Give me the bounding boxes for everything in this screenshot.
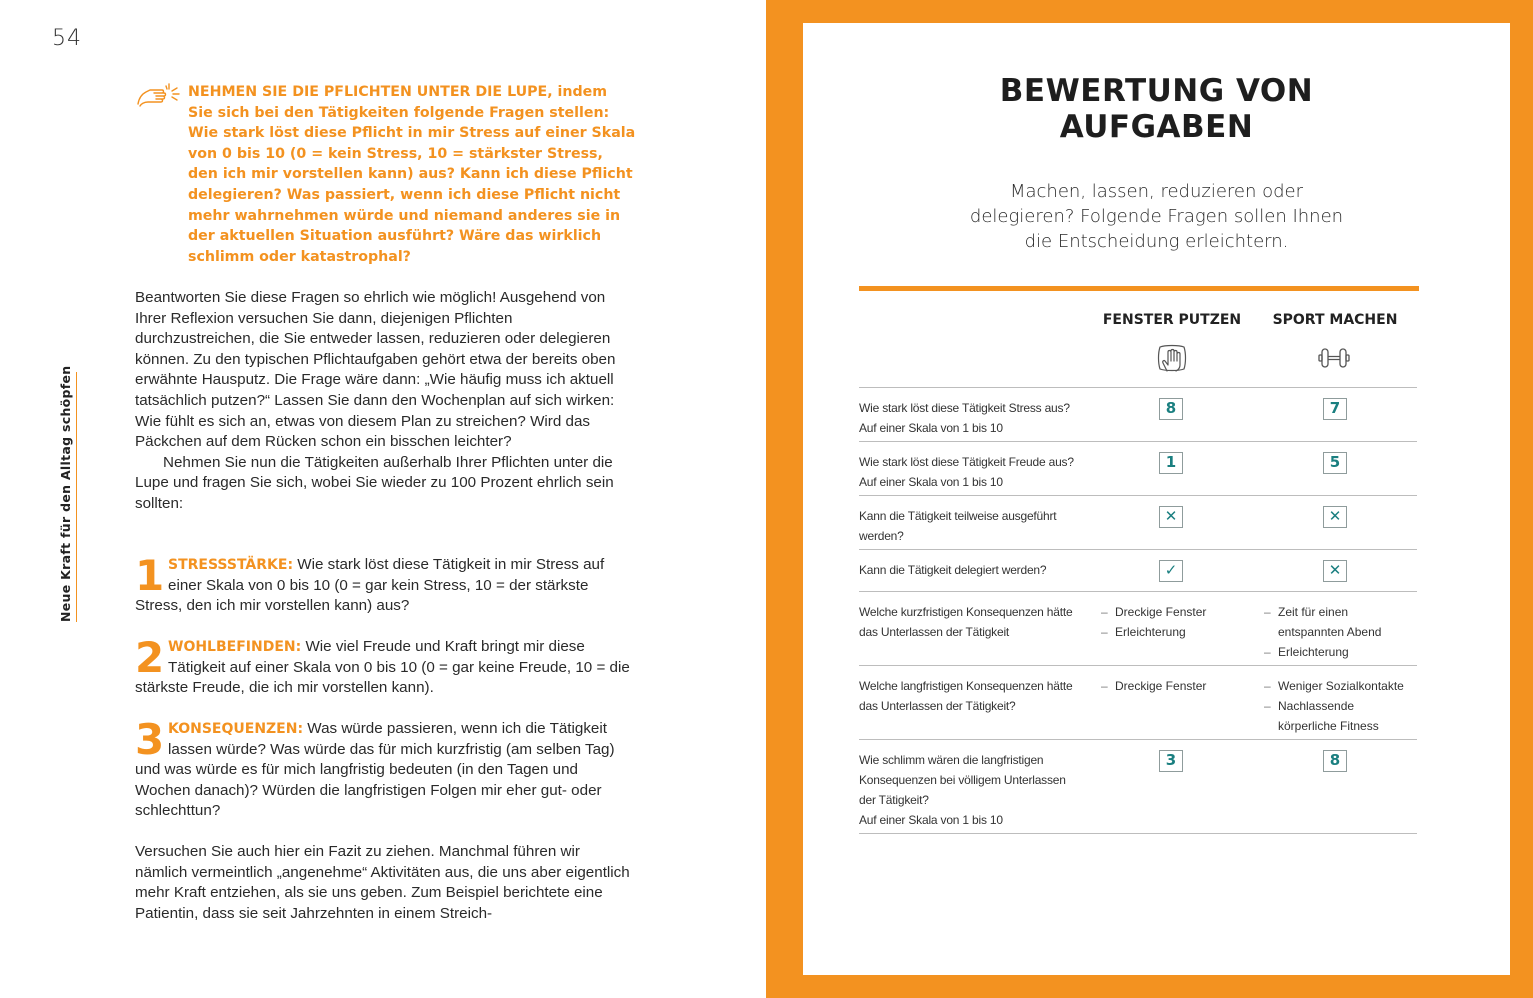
list-item: – Erleichterung bbox=[1264, 642, 1419, 662]
question-item-3 bbox=[135, 715, 630, 822]
subtitle-line-1: Machen, lassen, reduzieren oder bbox=[1009, 181, 1304, 202]
row-question: Wie schlimm wären die langfristigen Konsequenzen bei völligem Unterlassen der Tätigkeit? Auf einer Skala von 1 bis 10 bbox=[859, 753, 1066, 827]
rating-box-fenster: 3 bbox=[1159, 750, 1183, 772]
list-item: – Erleichterung bbox=[1101, 622, 1251, 642]
item-number: 3 bbox=[135, 715, 165, 764]
question-item-2 bbox=[135, 633, 630, 699]
row-question: Welche kurzfristigen Konsequenzen hätte das Unterlassen der Tätigkeit bbox=[859, 605, 1073, 639]
tip-body: , indem Sie sich bei den Tätigkeiten folgende Fragen stellen: Wie stark löst diese Pflicht in mir Stress auf einer Skala von 0 bis 10 (0 = kein Stress, 10 = stärkster Stress, den ich mir vorstellen kann) aus? Kann ich diese Pflicht delegieren? Was passiert, wenn ich diese Pflicht nicht mehr wahrnehmen würde und niemand anderes sie in der aktuellen Situation ausführt? Wäre das wirklich schlimm oder katastrophal? bbox=[188, 84, 636, 265]
box-title-line-1: BEWERTUNG VON bbox=[999, 73, 1314, 109]
rating-box-sport: 7 bbox=[1323, 398, 1347, 420]
row-question: Wie stark löst diese Tätigkeit Freude aus? Auf einer Skala von 1 bis 10 bbox=[859, 455, 1074, 489]
tip-box bbox=[136, 82, 636, 267]
subtitle-line-3: die Entscheidung erleichtern. bbox=[1024, 231, 1289, 252]
row-question: Kann die Tätigkeit delegiert werden? bbox=[859, 563, 1047, 577]
list-item: – Dreckige Fenster bbox=[1101, 676, 1251, 696]
list-item: – Nachlassende körperliche Fitness bbox=[1264, 696, 1384, 736]
left-page bbox=[0, 0, 766, 998]
table-row-delegiert bbox=[859, 550, 1417, 592]
box-subtitle bbox=[803, 179, 1510, 254]
row-question: Welche langfristigen Konsequenzen hätte das Unterlassen der Tätigkeit? bbox=[859, 679, 1073, 713]
consequence-list-sport bbox=[1264, 602, 1419, 662]
column-header-sport-machen: SPORT MACHEN bbox=[1272, 312, 1398, 328]
box-title bbox=[803, 73, 1510, 145]
column-header-fenster-putzen: FENSTER PUTZEN bbox=[1102, 312, 1242, 328]
rating-box-sport: 5 bbox=[1323, 452, 1347, 474]
consequence-list-sport bbox=[1264, 676, 1419, 736]
list-item: – Dreckige Fenster bbox=[1101, 602, 1251, 622]
paragraph-2: Nehmen Sie nun die Tätigkeiten außerhalb Ihrer Pflichten unter die Lupe und fragen Sie sich, wobei Sie wieder zu 100 Prozent ehrlich sein sollten: bbox=[135, 453, 614, 512]
table-row-langfristig bbox=[859, 666, 1417, 740]
consequence-list-fenster bbox=[1101, 676, 1251, 696]
right-page-orange-frame bbox=[766, 0, 1533, 998]
tip-lead: NEHMEN SIE DIE PFLICHTEN UNTER DIE LUPE bbox=[188, 84, 548, 100]
paragraph-1: Beantworten Sie diese Fragen so ehrlich wie möglich! Ausgehend von Ihrer Reflexion versuchen Sie dann, diejenigen Pflichten durchzustreichen, die Sie entweder lassen, reduzieren oder delegieren können. Zu den typischen Pflichtaufgaben gehört etwa der bereits oben erwähnte Hausputz. Die Frage wäre dann: „Wie häufig muss ich aktuell tatsächlich putzen?“ Lassen Sie dann den Wochenplan auf sich wirken: Wie fühlt es sich an, etwas von diesem Plan zu streichen? Wird das Päckchen auf dem Rücken schon ein bisschen leichter? bbox=[135, 289, 616, 451]
consequence-list-fenster bbox=[1101, 602, 1251, 642]
item-label: WOHLBEFINDEN: bbox=[168, 639, 302, 655]
evaluation-table bbox=[859, 293, 1417, 834]
x-mark-box-fenster: ✕ bbox=[1159, 506, 1183, 528]
rating-box-fenster: 8 bbox=[1159, 398, 1183, 420]
item-label: STRESSSTÄRKE: bbox=[168, 557, 294, 573]
body-paragraphs bbox=[135, 288, 630, 515]
orange-divider bbox=[859, 286, 1419, 291]
check-mark-box-fenster: ✓ bbox=[1159, 560, 1183, 582]
x-mark-box-sport: ✕ bbox=[1323, 560, 1347, 582]
subtitle-line-2: delegieren? Folgende Fragen sollen Ihnen bbox=[969, 206, 1344, 227]
table-row-teilweise bbox=[859, 496, 1417, 550]
pointing-hand-icon bbox=[136, 82, 180, 108]
box-title-line-2: AUFGABEN bbox=[1059, 109, 1254, 145]
question-item-1 bbox=[135, 551, 630, 617]
list-item: – Zeit für einen entspannten Abend bbox=[1264, 602, 1389, 642]
item-number: 1 bbox=[135, 551, 165, 600]
item-text: Was würde passieren, wenn ich die Tätigkeit lassen würde? Was würde das für mich kurzfristig (am selben Tag) und was würde es für mich langfristig bedeuten (in den Tagen und Wochen danach)? Würden die langfristigen Folgen mir eher gut- oder schlechttun? bbox=[135, 720, 615, 820]
item-text: Wie viel Freude und Kraft bringt mir diese Tätigkeit auf einer Skala von 0 bis 10 (0 = gar keine Freude, 10 = die stärkste Freude, die ich mir vorstellen kann). bbox=[135, 638, 630, 697]
item-label: KONSEQUENZEN: bbox=[168, 721, 304, 737]
list-item: – Weniger Sozialkontakte bbox=[1264, 676, 1419, 696]
item-number: 2 bbox=[135, 633, 165, 682]
table-row-stress bbox=[859, 388, 1417, 442]
table-row-schlimm bbox=[859, 740, 1417, 834]
dumbbell-icon bbox=[1317, 343, 1351, 373]
cleaning-hand-cloth-icon bbox=[1155, 343, 1189, 373]
rating-box-sport: 8 bbox=[1323, 750, 1347, 772]
table-row-freude bbox=[859, 442, 1417, 496]
table-header bbox=[859, 293, 1417, 388]
paragraph-3: Versuchen Sie auch hier ein Fazit zu ziehen. Manchmal führen wir nämlich vermeintlich „angenehme“ Aktivitäten aus, die uns aber eigentlich mehr Kraft entziehen, als sie uns geben. Zum Beispiel berichtete eine Patientin, dass sie seit Jahrzehnten in einem Streich- bbox=[135, 843, 630, 922]
row-question: Kann die Tätigkeit teilweise ausgeführt werden? bbox=[859, 509, 1057, 543]
chapter-side-title: Neue Kraft für den Alltag schöpfen bbox=[58, 372, 77, 622]
page-number: 54 bbox=[52, 26, 82, 51]
table-row-kurzfristig bbox=[859, 592, 1417, 666]
info-box bbox=[803, 23, 1510, 975]
rating-box-fenster: 1 bbox=[1159, 452, 1183, 474]
x-mark-box-sport: ✕ bbox=[1323, 506, 1347, 528]
row-question: Wie stark löst diese Tätigkeit Stress aus? Auf einer Skala von 1 bis 10 bbox=[859, 401, 1070, 435]
tip-text bbox=[188, 82, 636, 267]
item-text: Wie stark löst diese Tätigkeit in mir Stress auf einer Skala von 0 bis 10 (0 = gar kein Stress, 10 = der stärkste Stress, den ich mir vorstellen kann) aus? bbox=[135, 556, 605, 615]
